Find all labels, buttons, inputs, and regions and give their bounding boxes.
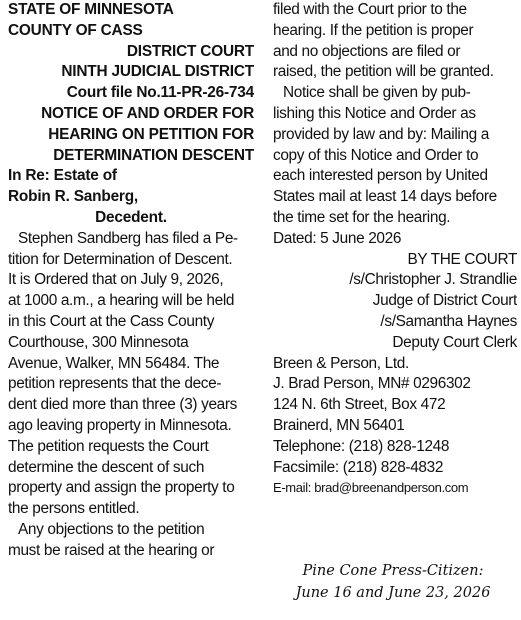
text-line: Robin R. Sanberg,	[8, 188, 138, 206]
text-line: J. Brad Person, MN# 0296302	[273, 375, 471, 393]
text-line: Avenue, Walker, MN 56484. The	[8, 354, 220, 372]
text-line: BY THE COURT	[407, 250, 517, 268]
text-line: Deputy Court Clerk	[392, 333, 517, 351]
text-line: Telephone: (218) 828-1248	[273, 437, 450, 455]
text-line: Facsimile: (218) 828-4832	[273, 458, 444, 476]
text-line: filed with the Court prior to the	[273, 1, 467, 18]
text-line: property and assign the property to	[8, 479, 235, 497]
text-line: States mail at least 14 days before	[273, 188, 497, 206]
text-line: In Re: Estate of	[8, 167, 117, 185]
text-line: DETERMINATION DESCENT	[53, 146, 254, 164]
text-line: tition for Determination of Descent.	[8, 250, 233, 268]
text-line: Stephen Sandberg has filed a Pe-	[18, 229, 238, 247]
text-line: determine the descent of such	[8, 458, 205, 476]
text-line: The petition requests the Court	[8, 437, 209, 455]
text-line: COUNTY OF CASS	[8, 21, 143, 39]
text-line: copy of this Notice and Order to	[273, 146, 479, 164]
text-line: and no objections are filed or	[273, 42, 461, 60]
text-line: in this Court at the Cass County	[8, 312, 215, 330]
text-line: dent died more than three (3) years	[8, 396, 238, 414]
text-line: NINTH JUDICIAL DISTRICT	[61, 63, 254, 81]
text-line: /s/Christopher J. Strandlie	[349, 271, 517, 289]
right-column	[273, 0, 517, 499]
text-line: each interested person by United	[273, 167, 488, 185]
text-line: the persons entitled.	[8, 500, 140, 518]
text-line: HEARING ON PETITION FOR	[48, 125, 254, 143]
text-line: petition represents that the dece-	[8, 375, 222, 393]
text-line: Judge of District Court	[372, 292, 517, 310]
text-line: lishing this Notice and Order as	[273, 104, 476, 122]
left-column	[8, 0, 254, 562]
text-line: E-mail: brad@breenandperson.com	[273, 480, 469, 496]
text-line: hearing. If the petition is proper	[273, 21, 474, 39]
text-line: ago leaving property in Minnesota.	[8, 416, 232, 434]
text-line: Courthouse, 300 Minnesota	[8, 333, 189, 351]
text-line: DISTRICT COURT	[126, 42, 254, 60]
publication-name: Pine Cone Press-Citizen:	[302, 563, 484, 579]
text-line: Dated: 5 June 2026	[273, 229, 402, 247]
text-line: 124 N. 6th Street, Box 472	[273, 396, 446, 414]
text-line: Court file No.11-PR-26-734	[66, 84, 254, 102]
text-line: must be raised at the hearing or	[8, 541, 215, 559]
text-line: NOTICE OF AND ORDER FOR	[41, 104, 254, 122]
text-line: /s/Samantha Haynes	[380, 312, 517, 330]
text-line: at 1000 a.m., a hearing will be held	[8, 292, 235, 310]
publication-dates: June 16 and June 23, 2026	[295, 585, 491, 601]
text-line: Brainerd, MN 56401	[273, 416, 405, 434]
text-line: Breen & Person, Ltd.	[273, 354, 409, 372]
text-line: the time set for the hearing.	[273, 208, 451, 226]
text-line: Any objections to the petition	[18, 520, 205, 538]
text-line: Decedent.	[95, 208, 167, 226]
text-line: provided by law and by: Mailing a	[273, 125, 490, 143]
text-line: raised, the petition will be granted.	[273, 63, 494, 81]
publication-notice	[273, 560, 513, 604]
text-line: It is Ordered that on July 9, 2026,	[8, 271, 224, 289]
text-line: Notice shall be given by pub-	[283, 84, 471, 102]
text-line: STATE OF MINNESOTA	[8, 1, 174, 18]
